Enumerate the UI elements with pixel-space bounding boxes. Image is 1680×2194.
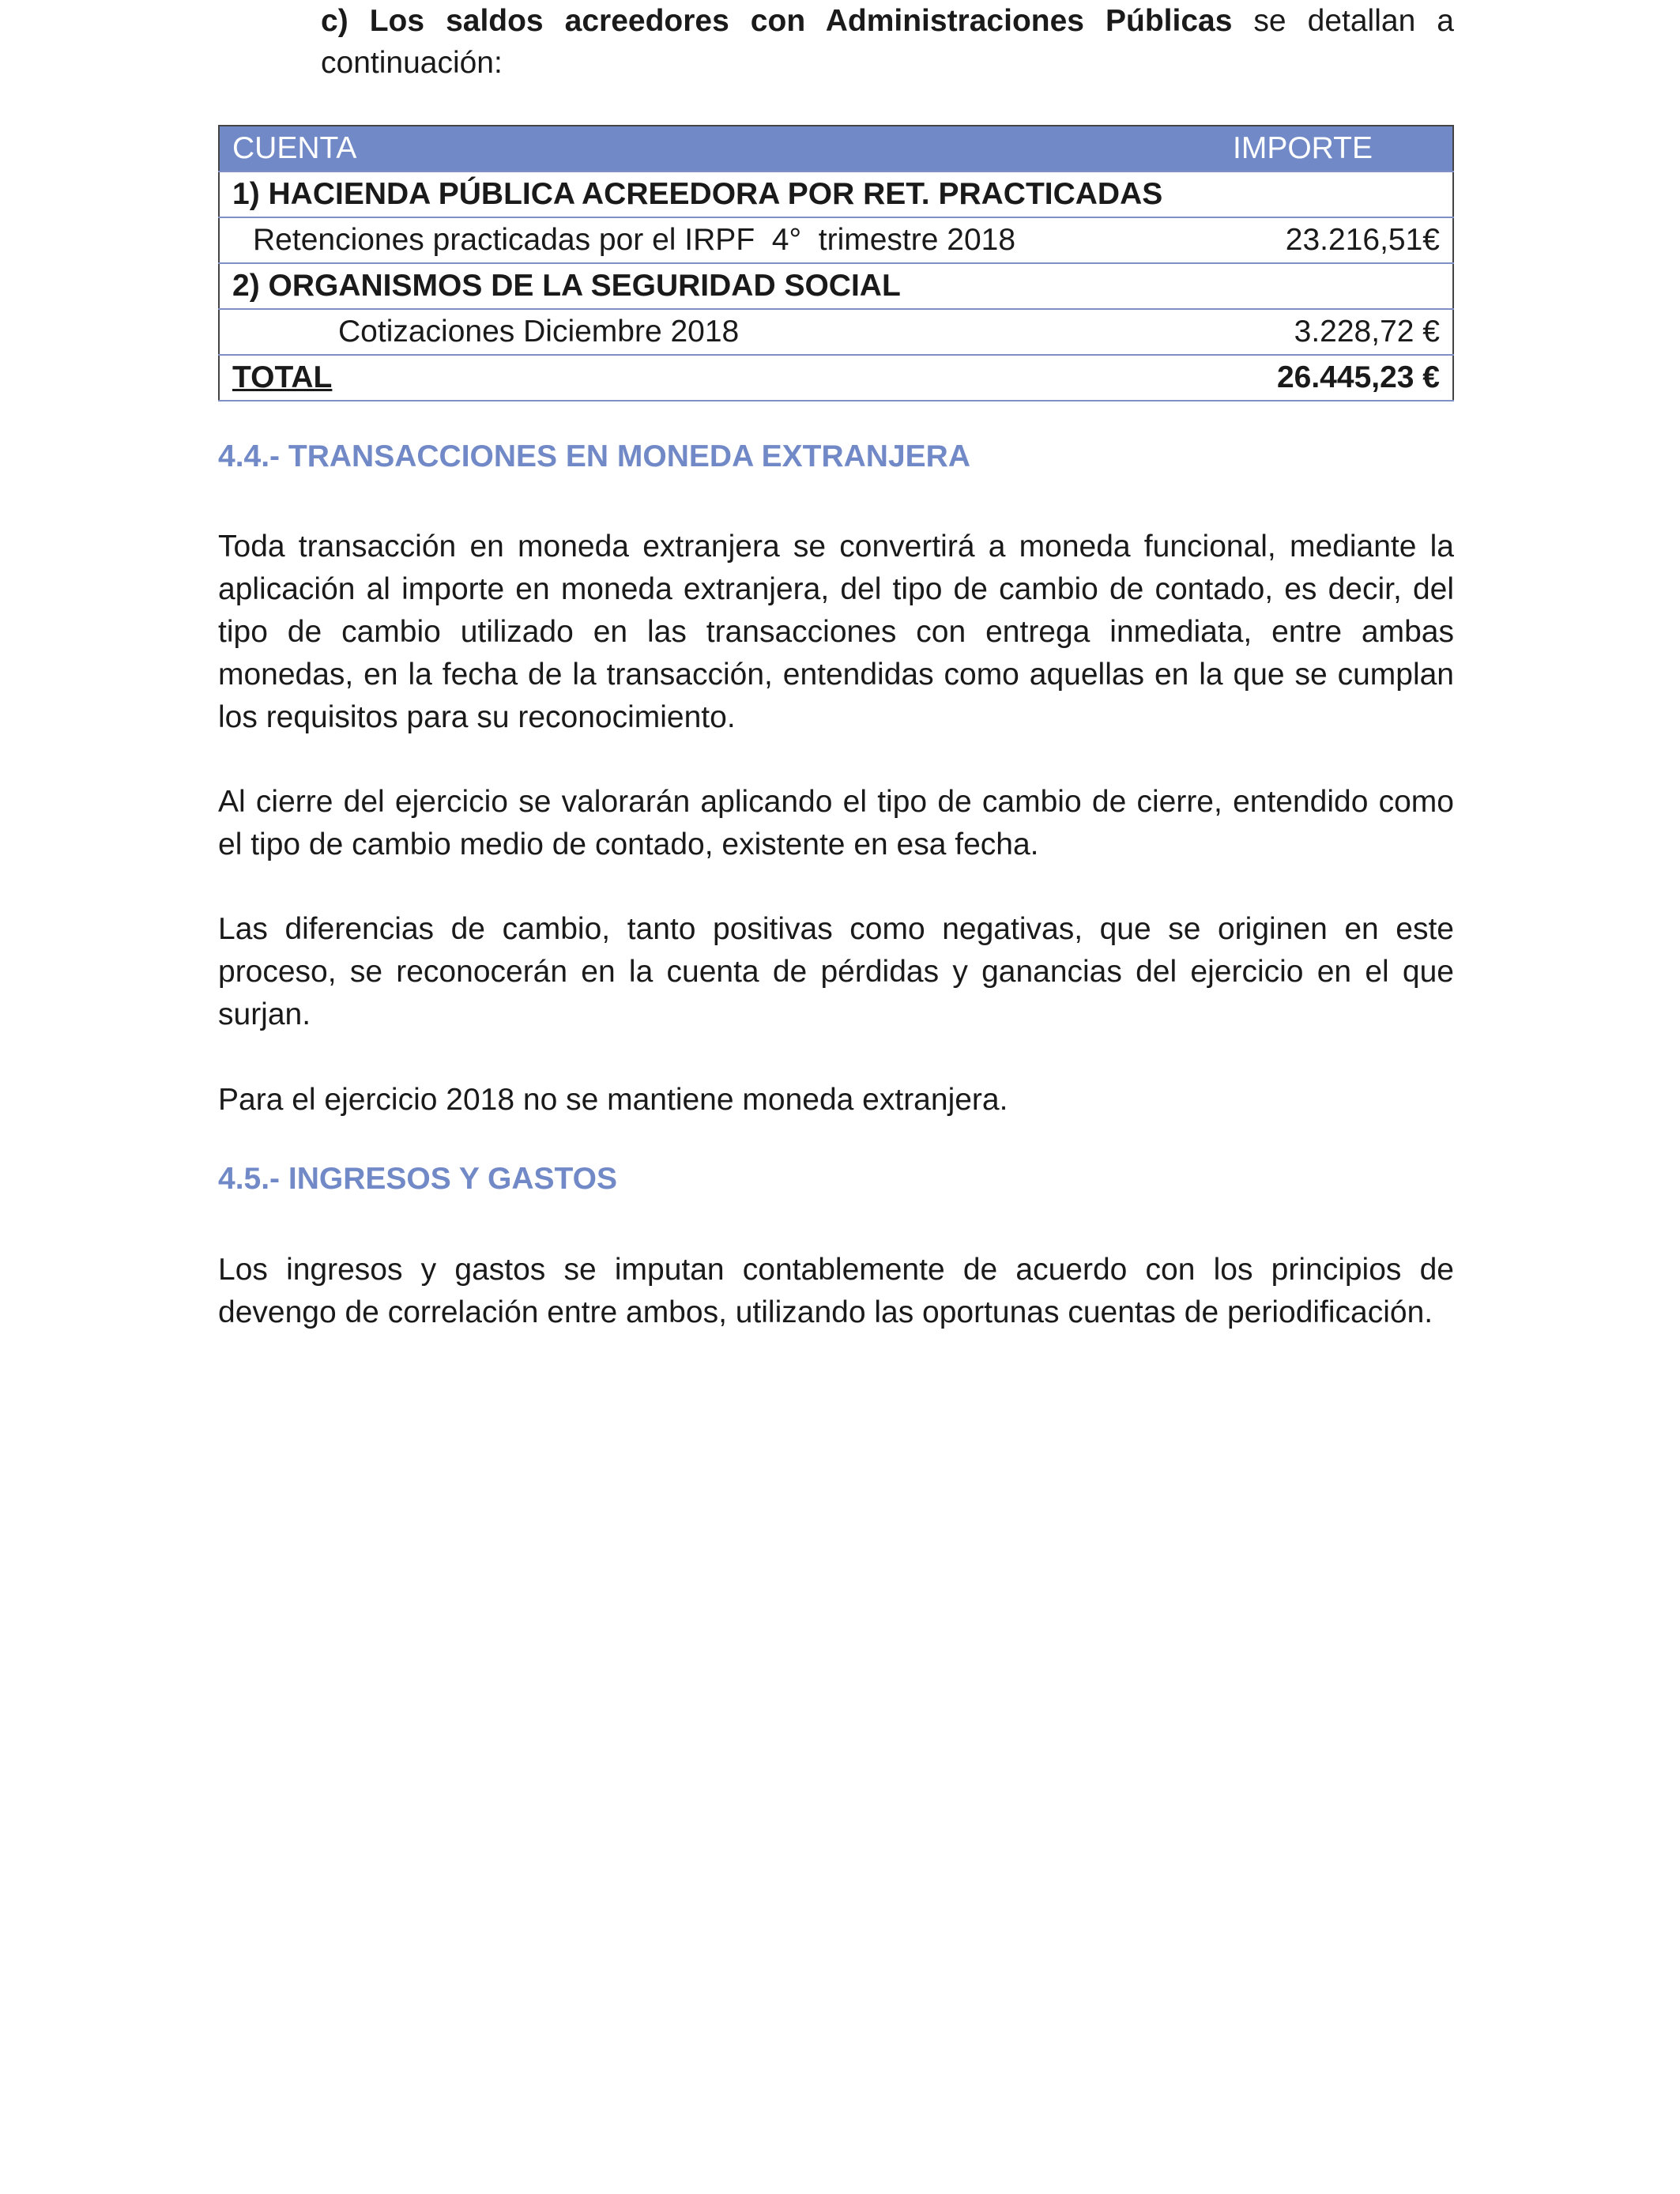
paragraph: Al cierre del ejercicio se valorarán aplicando el tipo de cambio de cierre, entendido como el tipo de cambio medio de contado, existente en esa fecha. [218, 785, 1454, 861]
total-amount: 26.445,23 € [1219, 355, 1453, 401]
header-amount: IMPORTE [1219, 126, 1453, 172]
paragraph: Toda transacción en moneda extranjera se convertirá a moneda funcional, mediante la aplicación al importe en moneda extranjera, del tipo de cambio de contado, es decir, del tipo de cambio utilizado en las transacciones con entrega inmediata, entre ambas monedas, en la fecha de la transacción, entendidas como aquellas en la que se cumplan los requisitos para su reconocimiento. [218, 530, 1454, 734]
balances-table [218, 125, 1454, 401]
table-header-row [219, 126, 1453, 172]
row-amount: 3.228,72 € [1219, 309, 1453, 355]
row-label: Retenciones practicadas por el IRPF 4° trimestre 2018 [219, 217, 1219, 263]
table-group-row [219, 172, 1453, 217]
section-heading-4-4: 4.4.- TRANSACCIONES EN MONEDA EXTRANJERA [218, 439, 970, 473]
intro-bold-text: c) Los saldos acreedores con Administraciones Públicas [321, 4, 1233, 38]
total-label: TOTAL [232, 360, 333, 394]
table-group-row [219, 263, 1453, 309]
row-label: Cotizaciones Diciembre 2018 [219, 309, 1219, 355]
table-row [219, 217, 1453, 263]
table-row [219, 309, 1453, 355]
paragraph: Para el ejercicio 2018 no se mantiene moneda extranjera. [218, 1083, 1008, 1117]
group-title: 1) HACIENDA PÚBLICA ACREEDORA POR RET. PRACTICADAS [219, 172, 1453, 217]
section-heading-4-5: 4.5.- INGRESOS Y GASTOS [218, 1162, 618, 1196]
paragraph: Los ingresos y gastos se imputan contablemente de acuerdo con los principios de devengo de correlación entre ambos, utilizando las oportunas cuentas de periodificación. [218, 1253, 1454, 1329]
paragraph: Las diferencias de cambio, tanto positivas como negativas, que se originen en este proceso, se reconocerán en la cuenta de pérdidas y ganancias del ejercicio en el que surjan. [218, 912, 1454, 1031]
total-label-cell [219, 355, 1219, 401]
header-account: CUENTA [219, 126, 1219, 172]
group-title: 2) ORGANISMOS DE LA SEGURIDAD SOCIAL [219, 263, 1453, 309]
intro-sentence [321, 0, 1454, 84]
row-amount: 23.216,51€ [1219, 217, 1453, 263]
table-total-row [219, 355, 1453, 401]
intro-rest-text: se detallan a continuación: [321, 4, 1454, 80]
